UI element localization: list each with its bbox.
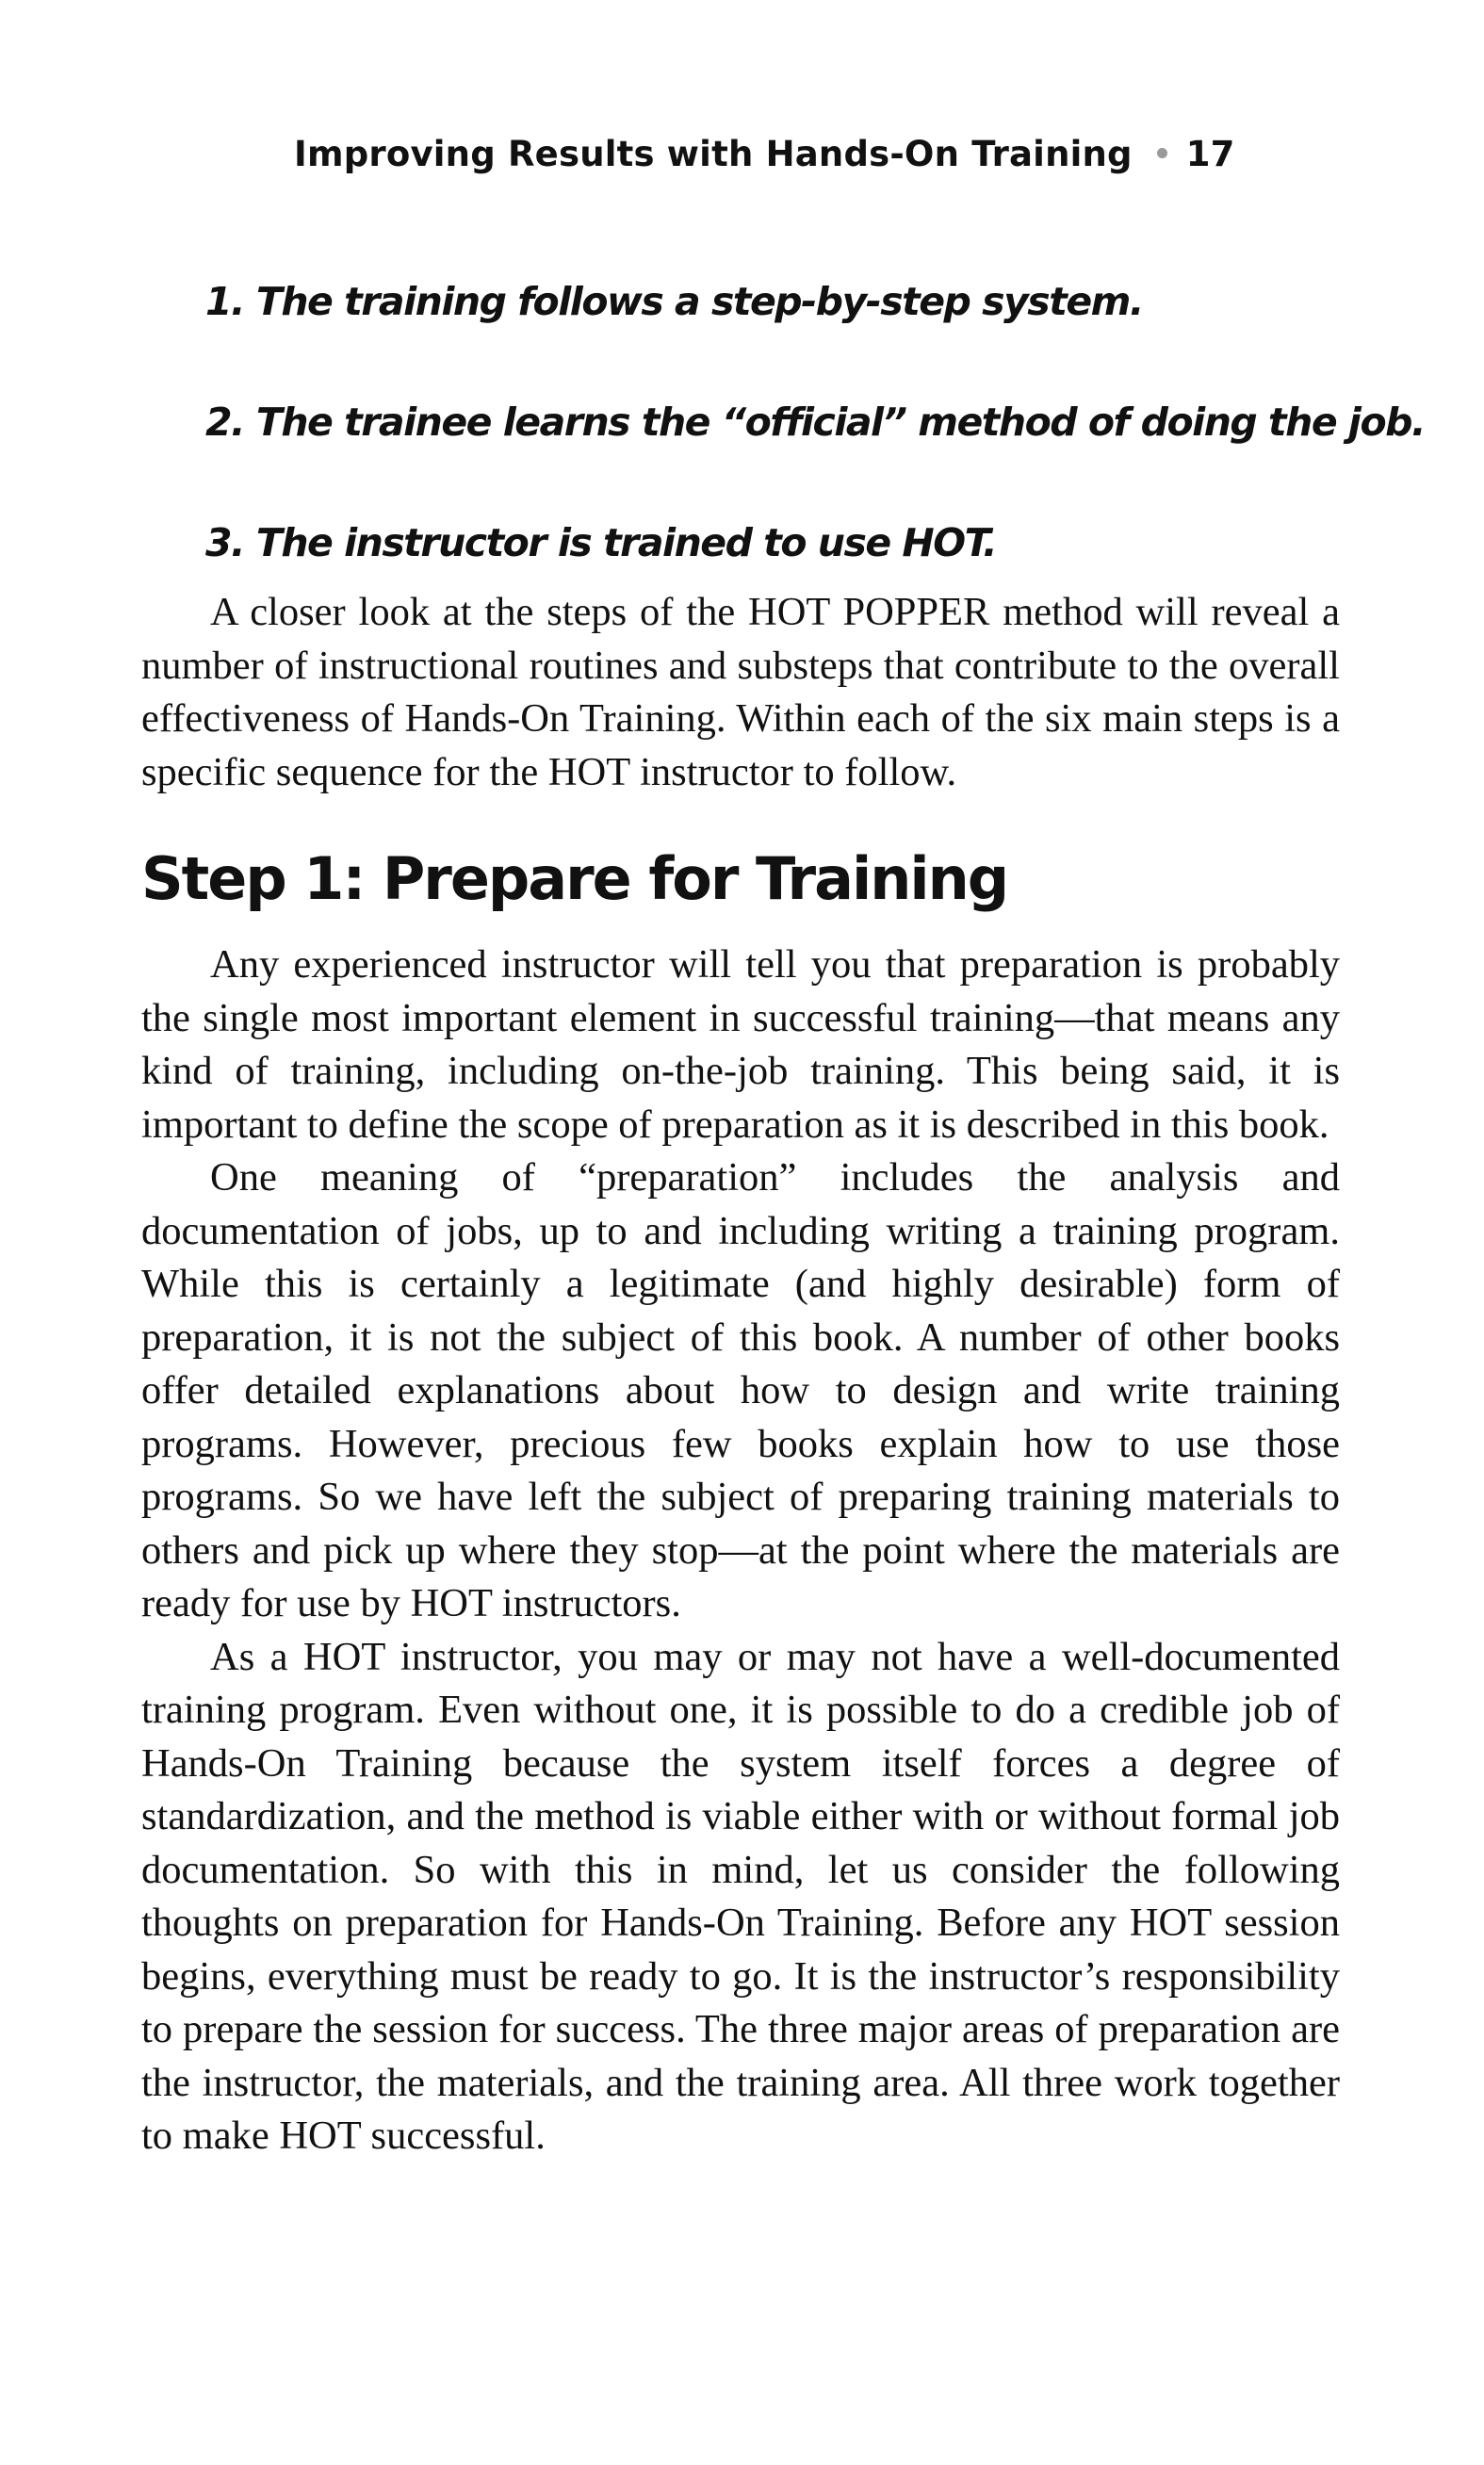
running-head-title: Improving Results with Hands-On Training [294, 134, 1133, 174]
running-head [294, 134, 1235, 174]
section-body [141, 939, 1340, 2163]
body-paragraph: One meaning of “preparation” includes the analysis and documentation of jobs, up to and including writing a training program. While this is certainly a legitimate (and highly desirable) form of preparation, it is not the subject of this book. A number of other books offer detailed explanations about how to design and write training programs. However, precious few books explain how to use those programs. So we have left the subject of preparing training materials to others and pick up where they stop—at the point where the materials are ready for use by HOT instructors. [141, 1155, 1340, 1625]
body-paragraph: As a HOT instructor, you may or may not have a well-documented training program. Even without one, it is possible to do a credible job of Hands-On Training because the system itself forces a degree of standardization, and the method is viable either with or without formal job documentation. So with this in mind, let us consider the following thoughts on preparation for Hands-On Training. Before any HOT session begins, everything must be ready to go. It is the instructor’s responsibility to prepare the session for success. The three major areas of preparation are the instructor, the materials, and the training area. All three work together to make HOT successful. [141, 1634, 1340, 2158]
body-paragraph: Any experienced instructor will tell you that preparation is probably the single most important element in successful training—that means any kind of training, including on-the-job training. This being said, it is important to define the scope of preparation as it is described in this book. [141, 942, 1340, 1147]
key-point: 1. The training follows a step-by-step system. [205, 279, 1143, 324]
intro-paragraph: A closer look at the steps of the HOT POPPER method will reveal a number of instructional routines and substeps that contribute to the overall effectiveness of Hands-On Training. Within each of the six main steps is a specific sequence for the HOT instructor to follow. [141, 590, 1340, 794]
page-number: 17 [1185, 134, 1235, 174]
key-points-list [205, 273, 1426, 635]
bullet-separator-icon [1157, 148, 1167, 158]
section-heading: Step 1: Prepare for Training [141, 844, 1008, 913]
intro-text [141, 586, 1340, 799]
key-point: 3. The instructor is trained to use HOT. [205, 520, 997, 565]
key-point: 2. The trainee learns the “official” method of doing the job. [205, 400, 1426, 445]
